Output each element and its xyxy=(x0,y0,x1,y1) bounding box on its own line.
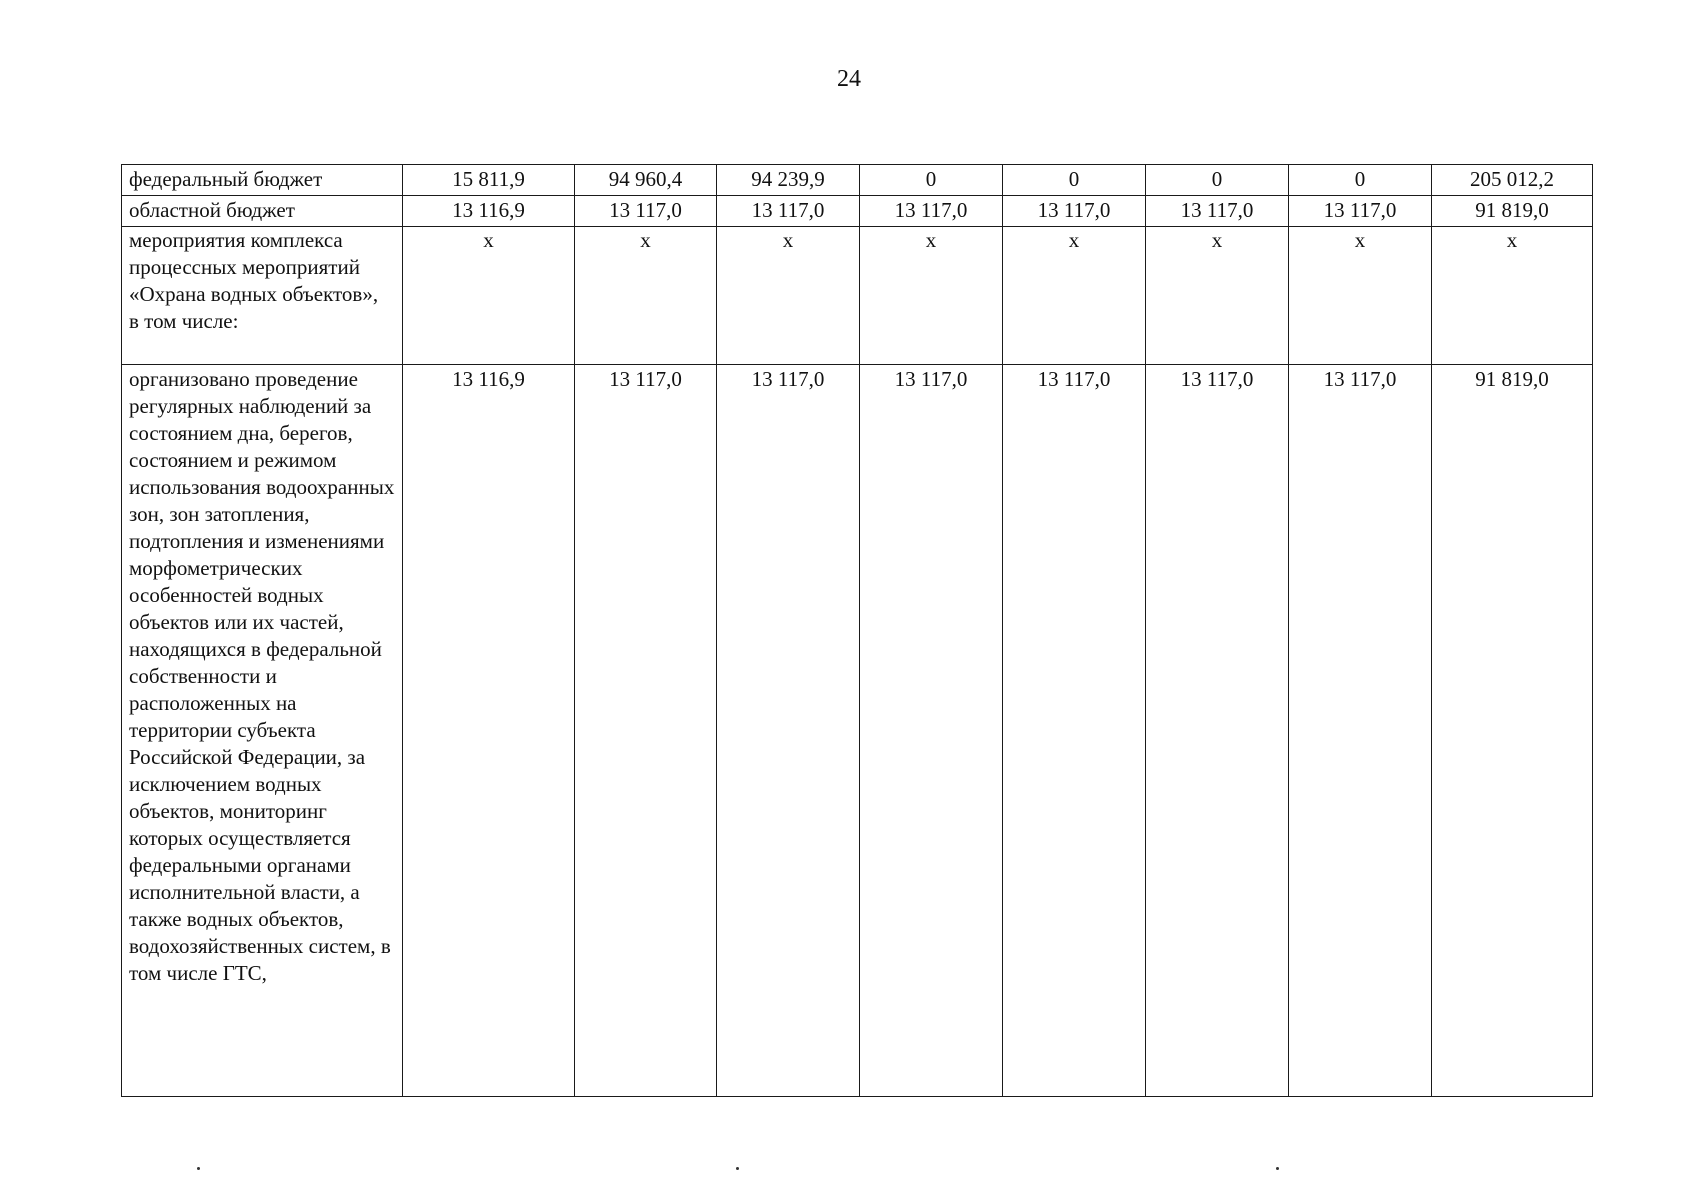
table-cell: x xyxy=(860,227,1003,365)
table-cell-total: 91 819,0 xyxy=(1432,196,1593,227)
table-cell: 0 xyxy=(1289,165,1432,196)
table-cell: 94 239,9 xyxy=(717,165,860,196)
table-cell: 94 960,4 xyxy=(575,165,717,196)
table-cell-total: 91 819,0 xyxy=(1432,365,1593,1097)
table-cell: x xyxy=(403,227,575,365)
table-cell: 13 117,0 xyxy=(717,196,860,227)
table-cell: 13 116,9 xyxy=(403,365,575,1097)
table-row-monitoring xyxy=(122,365,1593,1097)
table-row-process-measures xyxy=(122,227,1593,365)
table-cell: 13 117,0 xyxy=(575,196,717,227)
table-cell: 13 117,0 xyxy=(860,196,1003,227)
table-cell: 13 117,0 xyxy=(717,365,860,1097)
table-cell: x xyxy=(1146,227,1289,365)
table-cell: 0 xyxy=(1003,165,1146,196)
table-cell: 15 811,9 xyxy=(403,165,575,196)
table-cell: 13 117,0 xyxy=(1289,365,1432,1097)
row-label: мероприятия комплекса процессных мероприятий «Охрана водных объектов», в том числе: xyxy=(122,227,403,365)
table-cell: x xyxy=(1003,227,1146,365)
table-cell: x xyxy=(1289,227,1432,365)
budget-table xyxy=(121,164,1593,1097)
table-cell: 13 117,0 xyxy=(1003,196,1146,227)
row-label: организовано проведение регулярных наблюдений за состоянием дна, берегов, состоянием и режимом использования водоохранных зон, зон затопления, подтопления и изменениями морфометрических особенностей водных объектов или их частей, находящихся в федеральной собственности и расположенных на территории субъекта Российской Федерации, за исключением водных объектов, мониторинг которых осуществляется федеральными органами исполнительной власти, а также водных объектов, водохозяйственных систем, в том числе ГТС, xyxy=(122,365,403,1097)
table-cell: 0 xyxy=(1146,165,1289,196)
table-cell: 13 117,0 xyxy=(860,365,1003,1097)
table-cell: x xyxy=(575,227,717,365)
table-cell: 13 117,0 xyxy=(1289,196,1432,227)
table-cell: 13 117,0 xyxy=(575,365,717,1097)
scan-dot xyxy=(736,1167,739,1170)
table-cell: 13 116,9 xyxy=(403,196,575,227)
page-number: 24 xyxy=(837,66,861,92)
scan-dot xyxy=(1276,1167,1279,1170)
scan-dot xyxy=(197,1167,200,1170)
table-row-federal-budget xyxy=(122,165,1593,196)
table-cell-total: x xyxy=(1432,227,1593,365)
table-cell: 0 xyxy=(860,165,1003,196)
table-cell-total: 205 012,2 xyxy=(1432,165,1593,196)
row-label: федеральный бюджет xyxy=(122,165,403,196)
row-label: областной бюджет xyxy=(122,196,403,227)
table-cell: x xyxy=(717,227,860,365)
table-cell: 13 117,0 xyxy=(1146,196,1289,227)
table-cell: 13 117,0 xyxy=(1146,365,1289,1097)
table-cell: 13 117,0 xyxy=(1003,365,1146,1097)
table-row-regional-budget xyxy=(122,196,1593,227)
